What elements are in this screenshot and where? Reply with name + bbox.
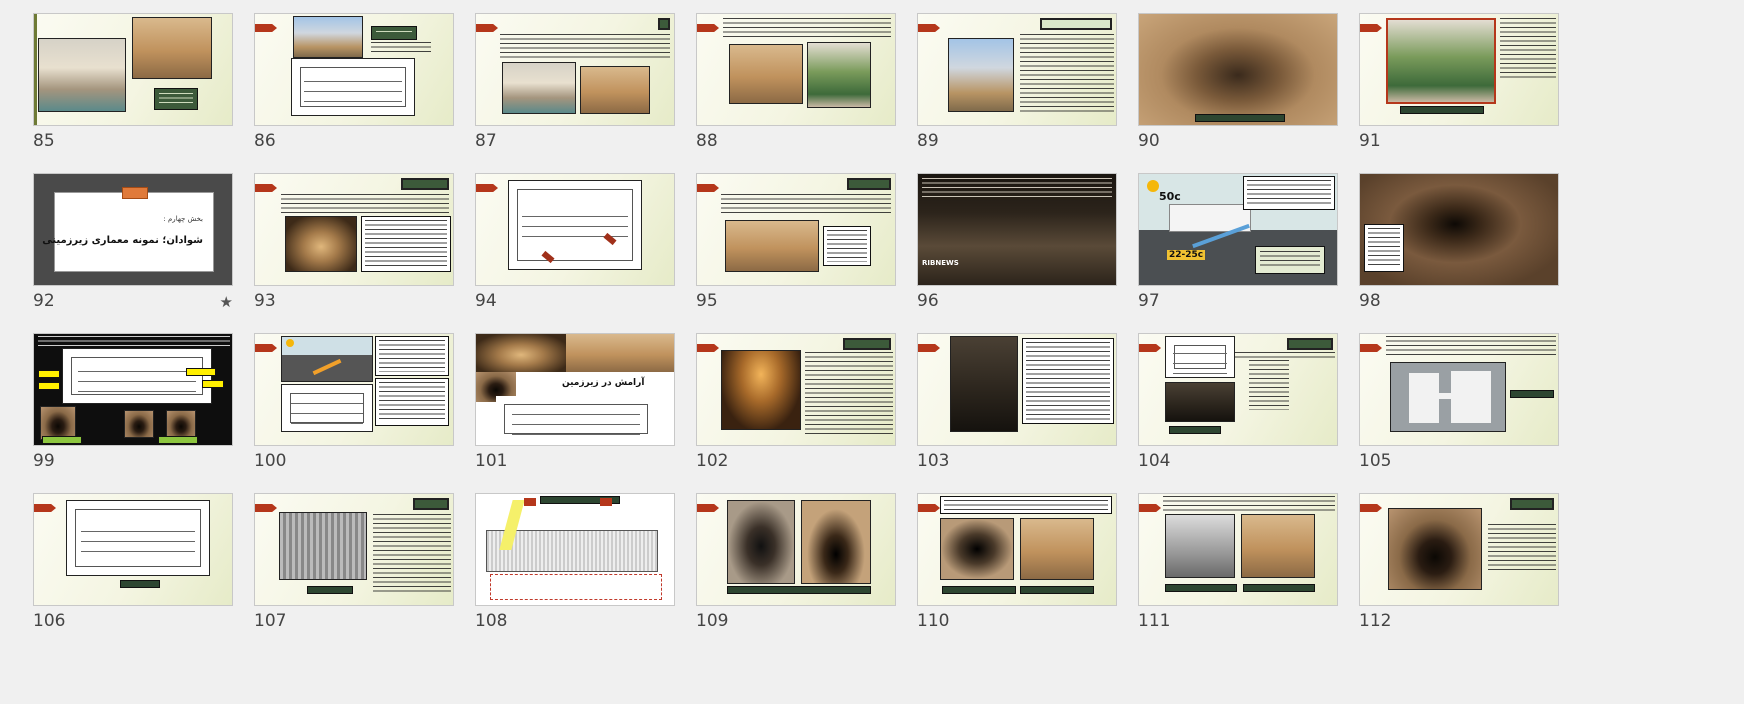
slide-image: [1241, 514, 1315, 578]
slide-100[interactable]: [254, 333, 454, 483]
caption-tag: [1195, 114, 1285, 122]
text-box: [823, 226, 871, 266]
slide-thumbnail[interactable]: [33, 493, 233, 606]
slide-image: [580, 66, 650, 114]
slide-accent-tab: [1360, 344, 1382, 352]
slide-accent-tab: [1360, 504, 1382, 512]
slide-thumbnail[interactable]: [254, 13, 454, 126]
slide-89[interactable]: [917, 13, 1117, 163]
slide-accent-tab: [697, 24, 719, 32]
section-subtitle: بخش چهارم :: [163, 215, 203, 223]
slide-thumbnail[interactable]: [475, 13, 675, 126]
slide-accent-tab: [255, 24, 277, 32]
slide-thumbnail[interactable]: [254, 493, 454, 606]
slide-accent-tab: [697, 344, 719, 352]
caption-tag: [307, 586, 353, 594]
slide-thumbnail[interactable]: [475, 173, 675, 286]
slide-accent-tab: [476, 24, 498, 32]
slide-thumbnail[interactable]: [1138, 13, 1338, 126]
slide-accent-tab: [918, 504, 940, 512]
slide-image: [293, 16, 363, 58]
slide-title-box: [843, 338, 891, 350]
caption-box: [1255, 246, 1325, 274]
slide-109[interactable]: [696, 493, 896, 643]
caption-tag: [158, 436, 198, 444]
slide-101[interactable]: [475, 333, 675, 483]
slide-image: [801, 500, 871, 584]
slide-number: 89: [917, 131, 939, 151]
slide-number: 85: [33, 131, 55, 151]
slide-accent-tab: [918, 344, 940, 352]
slide-number: 93: [254, 291, 276, 311]
slide-106[interactable]: [33, 493, 233, 643]
slide-98[interactable]: [1359, 173, 1559, 323]
slide-94[interactable]: [475, 173, 675, 323]
slide-title-box: [413, 498, 449, 510]
text-block: [1500, 18, 1556, 78]
slide-93[interactable]: [254, 173, 454, 323]
section-drawing: [281, 384, 373, 432]
text-block: [723, 18, 891, 40]
slide-thumbnail[interactable]: [696, 493, 896, 606]
slide-title-box: [1287, 338, 1333, 350]
slide-image: [166, 410, 196, 438]
slide-thumbnail[interactable]: [1138, 333, 1338, 446]
caption-tag: [942, 586, 1016, 594]
text-block: [371, 42, 431, 52]
plan-drawing: [1390, 362, 1506, 432]
slide-image: [729, 44, 803, 104]
slide-number: 94: [475, 291, 497, 311]
slide-number: 107: [254, 611, 287, 631]
slide-accent-tab: [918, 24, 940, 32]
slide-96[interactable]: [917, 173, 1117, 323]
slide-thumbnail[interactable]: [1138, 173, 1338, 286]
slide-thumbnail[interactable]: [254, 173, 454, 286]
slide-thumbnail[interactable]: [696, 13, 896, 126]
section-tab: [122, 187, 148, 199]
slide-number: 102: [696, 451, 729, 471]
slide-number: 112: [1359, 611, 1392, 631]
slide-number: 87: [475, 131, 497, 151]
slide-91[interactable]: [1359, 13, 1559, 163]
slide-99[interactable]: [33, 333, 233, 483]
slide-accent-tab: [1360, 24, 1382, 32]
slide-image: [1386, 18, 1496, 104]
slide-112[interactable]: [1359, 493, 1559, 643]
section-drawing: [62, 348, 212, 404]
slide-title-box: [401, 178, 449, 190]
slide-image: [502, 62, 576, 114]
text-block: [922, 178, 1112, 200]
label-tag: [202, 380, 224, 388]
slide-title: آرامش در زیرزمین: [562, 378, 645, 388]
slide-number: 101: [475, 451, 508, 471]
slide-97[interactable]: [1138, 173, 1338, 323]
slide-title-box: [1510, 498, 1554, 510]
slide-number: 99: [33, 451, 55, 471]
text-block: [1163, 496, 1335, 512]
slide-86[interactable]: [254, 13, 454, 163]
slide-88[interactable]: [696, 13, 896, 163]
transition-star-icon[interactable]: ★: [219, 293, 233, 311]
slide-108[interactable]: [475, 493, 675, 643]
slide-thumbnail[interactable]: [1359, 13, 1559, 126]
slide-number: 98: [1359, 291, 1381, 311]
caption-tag: [1020, 586, 1094, 594]
temperature-label-bottom: 22-25c: [1169, 250, 1204, 260]
text-box: [1364, 224, 1404, 272]
text-box: [940, 496, 1112, 514]
slide-number: 97: [1138, 291, 1160, 311]
slide-image: [279, 512, 367, 580]
text-block: [1386, 336, 1556, 358]
slide-accent-bar: [34, 14, 37, 125]
section-drawing: [66, 500, 210, 576]
slide-number: 106: [33, 611, 66, 631]
slide-thumbnail[interactable]: [1359, 173, 1559, 286]
slide-image: [948, 38, 1014, 112]
slide-title-box: [1040, 18, 1112, 30]
slide-image: [566, 334, 675, 372]
slide-image: [285, 216, 357, 272]
slide-102[interactable]: [696, 333, 896, 483]
slide-image: [950, 336, 1018, 432]
slide-image: [40, 406, 76, 440]
slide-110[interactable]: [917, 493, 1117, 643]
slide-accent-tab: [697, 504, 719, 512]
label-tag: [38, 382, 60, 390]
slide-accent-tab: [697, 184, 719, 192]
slide-number: 103: [917, 451, 950, 471]
slide-87[interactable]: [475, 13, 675, 163]
slide-thumbnail[interactable]: [917, 493, 1117, 606]
slide-image: [727, 500, 795, 584]
slide-thumbnail[interactable]: [917, 13, 1117, 126]
slide-number: 109: [696, 611, 729, 631]
slide-thumbnail[interactable]: [254, 333, 454, 446]
label-tag: [38, 370, 60, 378]
section-drawing: [508, 180, 642, 270]
section-title: شوادان؛ نمونه معماری زیرزمینی: [42, 235, 203, 246]
section-diagram: [281, 336, 373, 382]
text-box: [361, 216, 451, 272]
slide-image: [124, 410, 154, 438]
slide-image: [807, 42, 871, 108]
slide-95[interactable]: [696, 173, 896, 323]
slide-number: 105: [1359, 451, 1392, 471]
slide-number: 86: [254, 131, 276, 151]
caption-tag: [727, 586, 871, 594]
slide-thumbnail[interactable]: [33, 173, 233, 286]
caption-tag: [1169, 426, 1221, 434]
slide-number: 90: [1138, 131, 1160, 151]
slide-image: [940, 518, 1014, 580]
slide-accent-tab: [1139, 344, 1161, 352]
caption-tag: [1165, 584, 1237, 592]
slide-number: 88: [696, 131, 718, 151]
slide-image: [721, 350, 801, 430]
slide-111[interactable]: [1138, 493, 1338, 643]
text-block: [1488, 524, 1556, 570]
slide-thumbnail[interactable]: [1359, 333, 1559, 446]
slide-image: [132, 17, 212, 79]
slide-number: 92: [33, 291, 55, 311]
slide-thumbnail[interactable]: [696, 173, 896, 286]
slide-image: [725, 220, 819, 272]
news-watermark: RIBNEWS: [922, 259, 959, 267]
slide-accent-tab: [255, 504, 277, 512]
title-box: [371, 26, 417, 40]
slide-accent-tab: [476, 184, 498, 192]
slide-thumbnail[interactable]: [33, 333, 233, 446]
sun-icon: [1147, 180, 1159, 192]
arrow-icon: [524, 498, 536, 506]
slide-thumbnail[interactable]: [917, 173, 1117, 286]
caption-tag: [1400, 106, 1484, 114]
slide-number: 104: [1138, 451, 1171, 471]
slide-92[interactable]: [33, 173, 233, 323]
slide-title-box: [847, 178, 891, 190]
slide-image: [1020, 518, 1094, 580]
slide-107[interactable]: [254, 493, 454, 643]
text-box: [375, 378, 449, 426]
slide-image: [38, 38, 126, 112]
slide-accent-tab: [255, 344, 277, 352]
text-block: [373, 514, 451, 594]
slide-thumbnail[interactable]: [475, 493, 675, 606]
section-drawing: [496, 396, 656, 442]
slide-thumbnail[interactable]: [917, 333, 1117, 446]
text-block: [281, 194, 449, 214]
slide-accent-tab: [255, 184, 277, 192]
slide-image: [1388, 508, 1482, 590]
text-box: [375, 336, 449, 376]
slide-85[interactable]: [33, 13, 233, 163]
text-block: [721, 194, 891, 216]
dimension-lines: [490, 574, 662, 600]
caption-tag: [1243, 584, 1315, 592]
caption-box: [154, 88, 198, 110]
text-block: [805, 352, 893, 434]
slide-thumbnail[interactable]: [33, 13, 233, 126]
slide-accent-tab: [34, 504, 56, 512]
slide-thumbnail[interactable]: [696, 333, 896, 446]
slide-image: [1165, 382, 1235, 422]
text-block: [1020, 34, 1114, 114]
slide-number: 96: [917, 291, 939, 311]
text-block: [1249, 360, 1289, 410]
slide-image: [1165, 514, 1235, 578]
slide-number: 110: [917, 611, 950, 631]
slide-title-box: [658, 18, 670, 30]
slide-accent-tab: [1139, 504, 1161, 512]
slide-thumbnail[interactable]: [475, 333, 675, 446]
slide-103[interactable]: [917, 333, 1117, 483]
slide-104[interactable]: [1138, 333, 1338, 483]
plan-drawing: [291, 58, 415, 116]
temperature-label-top: 50c: [1159, 190, 1181, 203]
slide-90[interactable]: [1138, 13, 1338, 163]
text-box: [1243, 176, 1335, 210]
slide-105[interactable]: [1359, 333, 1559, 483]
slide-thumbnail[interactable]: [1138, 493, 1338, 606]
section-title-card: [42, 192, 214, 272]
slide-number: 100: [254, 451, 287, 471]
caption-tag: [1510, 390, 1554, 398]
label-tag: [186, 368, 216, 376]
arrow-icon: [600, 498, 612, 506]
plan-drawing: [1165, 336, 1235, 378]
slide-number: 91: [1359, 131, 1381, 151]
slide-thumbnail[interactable]: [1359, 493, 1559, 606]
slide-image: [476, 334, 566, 372]
caption-tag: [120, 580, 160, 588]
text-block: [500, 34, 670, 60]
text-box: [1022, 338, 1114, 424]
slide-number: 108: [475, 611, 508, 631]
text-block: [38, 336, 230, 346]
slide-number: 95: [696, 291, 718, 311]
caption-tag: [42, 436, 82, 444]
slide-number: 111: [1138, 611, 1171, 631]
